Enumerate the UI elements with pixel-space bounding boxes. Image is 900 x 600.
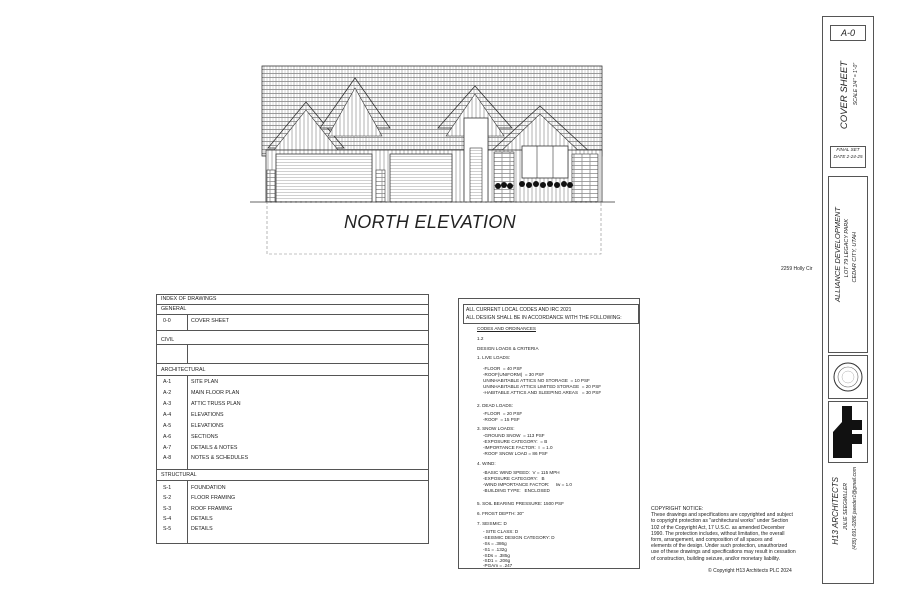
code-line: - SITE CLASS: D bbox=[483, 529, 519, 534]
copyright-symbol-icon: © bbox=[708, 568, 712, 574]
code-line: -IMPORTANCE FACTOR: I = 1.0 bbox=[483, 445, 553, 450]
code-line: -SEISMIC DESIGN CATEGORY: D bbox=[483, 535, 555, 540]
code-line: -FLOOR = 40 PSF bbox=[483, 366, 523, 371]
contact-info: (435) 691-0286 jseeder1@gmail.com bbox=[852, 467, 858, 550]
code-line: DESIGN LOADS & CRITERIA bbox=[477, 346, 539, 351]
copyright-notice bbox=[651, 506, 811, 562]
copyright-line: elements of the design. Under such protection, unauthorized bbox=[651, 543, 788, 550]
set-date-box bbox=[830, 146, 866, 168]
elevation-title: NORTH ELEVATION bbox=[344, 212, 516, 232]
code-line: CODES AND ORDINANCES bbox=[477, 326, 536, 331]
code-line: -SDs = .385g bbox=[483, 553, 510, 558]
sheet-code: A-5 bbox=[163, 423, 172, 429]
codes-header-line-1: ALL CURRENT LOCAL CODES AND IRC 2021 bbox=[466, 307, 572, 313]
sheet-code: A-2 bbox=[163, 390, 172, 396]
index-header: INDEX OF DRAWINGS bbox=[161, 296, 217, 302]
code-line: -BUILDING TYPE: ENCLOSED bbox=[483, 488, 550, 493]
sheet-name: SITE PLAN bbox=[191, 379, 219, 385]
code-line: -S1 = .132g bbox=[483, 547, 507, 552]
code-line: -GROUND SNOW = 113 PSF bbox=[483, 433, 545, 438]
sheet-name: NOTES & SCHEDULES bbox=[191, 455, 249, 461]
section-structural: STRUCTURAL bbox=[161, 472, 197, 478]
copyright-line: to copyright protection as "architectural works" under Section bbox=[651, 518, 789, 525]
sheet-scale: SCALE 1/4" = 1'-0" bbox=[853, 63, 859, 106]
project-city: CEDAR CITY, UTAH bbox=[852, 232, 858, 283]
title-block bbox=[822, 16, 874, 584]
codes-header bbox=[463, 304, 639, 324]
sheet-name: FOUNDATION bbox=[191, 485, 226, 491]
sheet-code: A-3 bbox=[163, 401, 172, 407]
sheet-code: S-5 bbox=[163, 526, 172, 532]
sheet-name: COVER SHEET bbox=[191, 318, 229, 324]
code-line: -BASIC WIND SPEED: V = 115 MPH bbox=[483, 470, 560, 475]
sheet-code: A-8 bbox=[163, 455, 172, 461]
contact-person: JULIE SEEGMILLER bbox=[843, 483, 849, 530]
sheet-code: S-4 bbox=[163, 516, 172, 522]
h13-logo-icon bbox=[829, 402, 867, 462]
sheet-name: DETAILS bbox=[191, 516, 213, 522]
section-architectural: ARCHITECTURAL bbox=[161, 367, 206, 373]
project-box bbox=[828, 176, 868, 353]
sheet-name: DETAILS & NOTES bbox=[191, 445, 238, 451]
project-name: ALLIANCE DEVELOPMENT bbox=[833, 207, 842, 303]
code-line: -FLOOR = 20 PSF bbox=[483, 411, 523, 416]
sheet-code: S-1 bbox=[163, 485, 172, 491]
copyright-line: form, arrangement, and composition of all spaces and bbox=[651, 537, 773, 544]
copyright-line: use of these drawings and specifications may result in cessation bbox=[651, 549, 796, 556]
sheet-code: A-1 bbox=[163, 379, 172, 385]
code-line: 6. FROST DEPTH: 30" bbox=[477, 511, 524, 516]
index-of-drawings bbox=[156, 294, 429, 544]
sheet-code: A-7 bbox=[163, 445, 172, 451]
code-line: 1. LIVE LOADS: bbox=[477, 355, 511, 360]
code-line: 2. DEAD LOADS: bbox=[477, 403, 513, 408]
code-line: UNINHABITABLE ATTICS NO STORAGE = 10 PSF bbox=[483, 378, 590, 383]
sheet-name: ATTIC TRUSS PLAN bbox=[191, 401, 241, 407]
sheet-name: SECTIONS bbox=[191, 434, 219, 440]
code-line: 5. SOIL BEARING PRESSURE: 1500 PSF bbox=[477, 501, 564, 506]
code-line: 3. SNOW LOADS: bbox=[477, 426, 515, 431]
code-line: -HABITABLE ATTICS AND SLEEPING AREAS = 30 PSF bbox=[483, 390, 602, 395]
code-line: -EXPOSURE CATEGORY: B bbox=[483, 476, 545, 481]
sheet-name: MAIN FLOOR PLAN bbox=[191, 390, 240, 396]
copyright-footer-text: Copyright H13 Architects PLC 2024 bbox=[713, 568, 792, 574]
copyright-line: These drawings and specifications are copyrighted and subject bbox=[651, 512, 793, 519]
sheet-code: 0-0 bbox=[163, 318, 171, 324]
date-label: DATE 2-24-25 bbox=[833, 153, 863, 159]
copyright-line: 102 of the Copyright Act, 17 U.S.C. as amended December bbox=[651, 524, 785, 531]
sheet-code: S-2 bbox=[163, 495, 172, 501]
address-label: 2259 Holly Cir bbox=[781, 266, 813, 272]
codes-header-line-2: ALL DESIGN SHALL BE IN ACCORDANCE WITH THE FOLLOWING: bbox=[466, 315, 622, 321]
code-line: -PGAm = .247 bbox=[483, 563, 513, 568]
sheet-name: FLOOR FRAMING bbox=[191, 495, 236, 501]
sheet-name: ROOF FRAMING bbox=[191, 506, 233, 512]
section-general: GENERAL bbox=[161, 306, 187, 312]
code-line: -EXPOSURE CATEGORY: = B bbox=[483, 439, 548, 444]
design-codes-box bbox=[458, 298, 640, 569]
code-line: UNINHABITABLE ATTICS LIMITED STORAGE = 20 PSF bbox=[483, 384, 602, 389]
sheet-title: COVER SHEET bbox=[839, 61, 850, 130]
sheet-code: A-4 bbox=[163, 412, 172, 418]
firm-name: H13 ARCHITECTS bbox=[831, 477, 840, 545]
sheet-code: S-3 bbox=[163, 506, 172, 512]
sheet-name: DETAILS bbox=[191, 526, 213, 532]
sheet-code: A-6 bbox=[163, 434, 172, 440]
sheet-number: A-0 bbox=[830, 25, 866, 41]
copyright-line: 1990. The protection includes, without limitation, the overall bbox=[651, 530, 785, 537]
set-label: FINAL SET bbox=[836, 147, 860, 152]
code-line: -ROOF(UNIFORM) = 30 PSF bbox=[483, 372, 545, 377]
logo-box bbox=[828, 401, 868, 463]
code-line: -SD1 = .206g bbox=[483, 558, 511, 563]
copyright-line: of construction, building seizure, and/or monetary liability. bbox=[651, 555, 781, 562]
section-civil: CIVIL bbox=[161, 337, 175, 343]
code-line: -WIND IMPORTANCE FACTOR: Iw = 1.0 bbox=[483, 482, 572, 487]
code-line: -ROOF SNOW LOAD = 86 PSF bbox=[483, 451, 548, 456]
code-line: -Ss = .386g bbox=[483, 541, 507, 546]
code-line: 4. WIND: bbox=[477, 461, 496, 466]
seal-icon bbox=[829, 356, 867, 398]
code-line: 7. SEISMIC: D bbox=[477, 521, 507, 526]
sheet-name: ELEVATIONS bbox=[191, 423, 224, 429]
project-lot: LOT 79 LEGACY PARK bbox=[844, 219, 850, 278]
copyright-footer bbox=[708, 568, 792, 574]
sheet-name: ELEVATIONS bbox=[191, 412, 224, 418]
code-line: -ROOF = 15 PSF bbox=[483, 417, 520, 422]
copyright-title: COPYRIGHT NOTICE: bbox=[651, 506, 704, 512]
seal-box bbox=[828, 355, 868, 399]
code-line: 1.2 bbox=[477, 336, 484, 341]
